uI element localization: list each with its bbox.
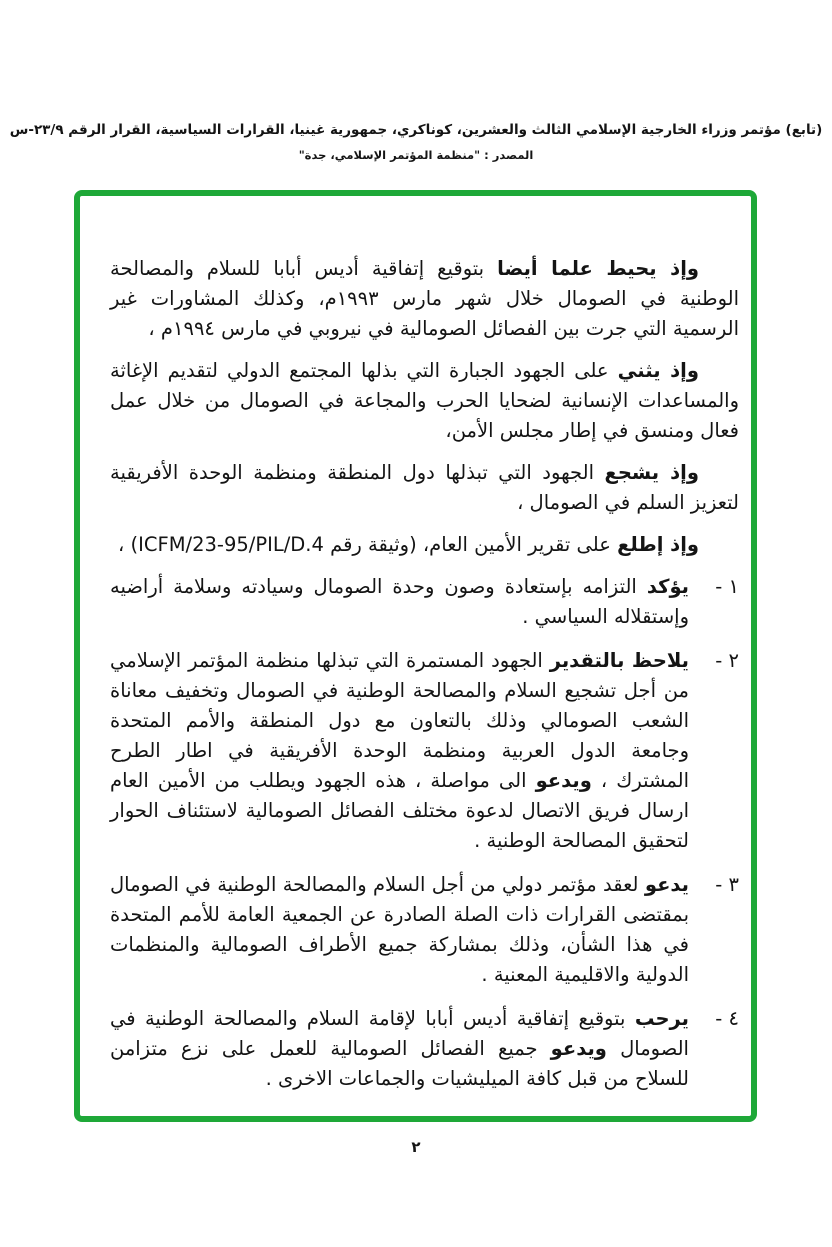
preamble-paragraph-1: وإذ يحيط علما أيضا بتوقيع إتفاقية أديس أبابا للسلام والمصالحة الوطنية في الصومال خلال شهر مارس ١٩٩٣م، وكذلك المشاورات غير الرسمية التي جرت بين الفصائل الصومالية في نيروبي في مارس ١٩٩٤م ، [110,257,739,340]
operative-item-1 [110,572,739,632]
preamble-paragraph-3: وإذ يشجع الجهود التي تبذلها دول المنطقة ومنظمة الوحدة الأفريقية لتعزيز السلم في الصومال ، [110,461,739,514]
operative-item-3 [110,870,739,990]
item-number-3: ٣ - [715,873,739,896]
item-text-1: يؤكد التزامه بإستعادة وصون وحدة الصومال وسيادته وسلامة أراضيه وإستقلاله السياسي . [110,575,689,628]
item-number-2: ٢ - [715,649,739,672]
preamble-paragraph-2: وإذ يثني على الجهود الجبارة التي بذلها المجتمع الدولي لتقديم الإغاثة والمساعدات الإنسانية لضحايا الحرب والمجاعة في الصومال من خلال عمل فعال ومنسق في إطار مجلس الأمن، [110,359,739,442]
operative-item-4 [110,1004,739,1094]
header-publisher-line: المصدر : "منظمة المؤتمر الإسلامي، جدة" [298,148,534,162]
item-number-4: ٤ - [715,1007,739,1030]
document-header [0,118,832,164]
header-source-line: (تابع) مؤتمر وزراء الخارجية الإسلامي الثالث والعشرين، كوناكري، جمهورية غينيا، القرارات السياسية، القرار الرقم ٢٣/٩-س [9,122,823,138]
item-text-3: يدعو لعقد مؤتمر دولي من أجل السلام والمصالحة الوطنية في الصومال بمقتضى القرارات ذات الصلة الصادرة عن الجمعية العامة للأمم المتحدة في هذا الشأن، وذلك بمشاركة جميع الأطراف الصومالية والمنظمات الدولية والاقليمية المعنية . [110,873,689,986]
operative-item-2 [110,646,739,856]
preamble-paragraph-report: وإذ إطلع على تقرير الأمين العام، (وثيقة رقم ICFM/23-95/PIL/D.4) ، [118,533,699,556]
item-text-4: يرحب بتوقيع إتفاقية أديس أبابا لإقامة السلام والمصالحة الوطنية في الصومال ويدعو جميع الفصائل الصومالية للعمل على نزع متزامن للسلاح من قبل كافة الميليشيات والجماعات الاخرى . [110,1007,689,1090]
item-number-1: ١ - [715,575,739,598]
green-annotation-frame [74,190,757,1122]
item-text-2: يلاحظ بالتقدير الجهود المستمرة التي تبذلها منظمة المؤتمر الإسلامي من أجل تشجيع السلام والمصالحة الوطنية في الصومال وتخفيف معاناة الشعب الصومالي وذلك بالتعاون مع دول المنطقة والأمم المتحدة وجامعة الدول العربية ومنظمة الوحدة الأفريقية في اطار الطرح المشترك ، ويدعو الى مواصلة ، هذه الجهود ويطلب من الأمين العام ارسال فريق الاتصال لدعوة مختلف الفصائل الصومالية لاستئناف الحوار لتحقيق المصالحة الوطنية . [110,649,689,852]
page-number: ٢ [411,1138,421,1156]
